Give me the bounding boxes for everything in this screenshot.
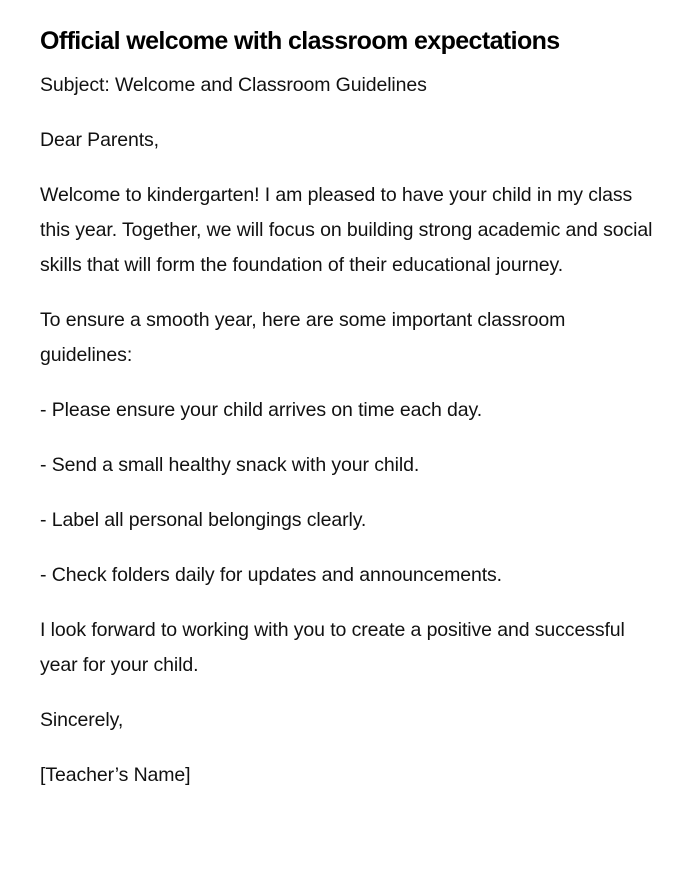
document-title: Official welcome with classroom expectations — [40, 27, 560, 55]
guideline-item: - Label all personal belongings clearly. — [40, 509, 367, 531]
closing-paragraph: I look forward to working with you to create a positive and successful year for your child. — [40, 619, 625, 676]
guideline-item: - Please ensure your child arrives on time each day. — [40, 399, 483, 421]
letter-document — [40, 22, 660, 813]
signature: [Teacher’s Name] — [40, 764, 191, 786]
guideline-item: - Check folders daily for updates and announcements. — [40, 564, 502, 586]
subject-line: Subject: Welcome and Classroom Guidelines — [40, 74, 427, 96]
salutation: Dear Parents, — [40, 129, 160, 151]
guideline-item: - Send a small healthy snack with your child. — [40, 454, 420, 476]
intro-paragraph: Welcome to kindergarten! I am pleased to have your child in my class this year. Together, we will focus on building strong academic and social skills that will form the foundation of their educational journey. — [40, 184, 653, 276]
sign-off: Sincerely, — [40, 709, 124, 731]
guidelines-intro: To ensure a smooth year, here are some important classroom guidelines: — [40, 309, 566, 366]
